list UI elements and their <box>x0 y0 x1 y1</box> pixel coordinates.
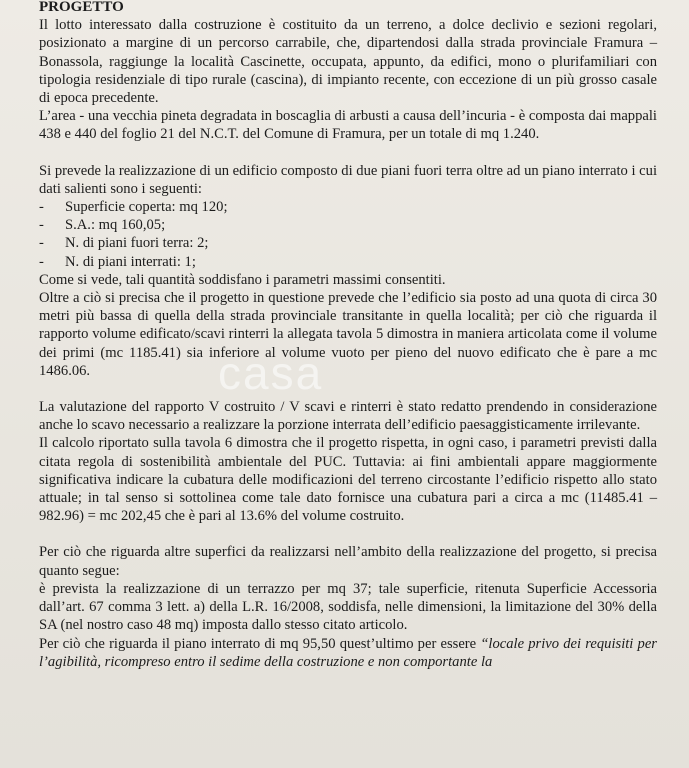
document-body <box>39 0 657 671</box>
paragraph-gap <box>39 380 657 398</box>
paragraph-quota: Oltre a ciò si precisa che il progetto in questione prevede che l’edificio sia posto ad una quota di circa 30 metri più bassa di quella della strada provinciale transitante in quella località; per ciò che riguarda il rapporto volume edificato/scavi rinterri la allegata tavola 5 dimostra in maniera articolata come il volume dei primi (mc 1185.41) sia inferiore al volume vuoto per pieno del nuovo edificato che è pare a mc 1486.06. <box>39 290 657 379</box>
watermark: casa <box>218 347 324 399</box>
paragraph-calcolo: Il calcolo riportato sulla tavola 6 dimostra che il progetto rispetta, in ogni caso, i parametri previsti dalla citata regola di sostenibilità ambientale del PUC. Tuttavia: ai fini ambientali appare maggiormente significativa indicare la cubatura delle modificazioni del terreno circostante l’edificio rispetto allo stato attuale; in tal senso si sottolinea come tale dato fornisce una cubatura pari a circa a mc (11485.41 – 982.96) = mc 202,45 che è pari al 13.6% del volume costruito. <box>39 435 657 525</box>
section-heading: PROGETTO <box>39 0 124 15</box>
paragraph-superfici: Per ciò che riguarda altre superfici da realizzarsi nell’ambito della realizzazione del progetto, si precisa quanto segue: <box>39 544 657 579</box>
paragraph-area: L’area - una vecchia pineta degradata in boscaglia di arbusti a causa dell’incuria - è composta dai mappali 438 e 440 del foglio 21 del N.C.T. del Comune di Framura, per un totale di mq 1.240. <box>39 108 657 143</box>
paragraph-intro-data: Si prevede la realizzazione di un edificio composto di due piani fuori terra oltre ad un piano interrato i cui dati salienti sono i seguenti: <box>39 162 657 197</box>
paragraph-gap <box>39 525 657 543</box>
paragraph-gap <box>39 144 657 162</box>
data-list <box>39 198 657 271</box>
list-item: - N. di piani interrati: 1; <box>39 253 196 270</box>
list-item: - S.A.: mq 160,05; <box>39 217 166 234</box>
paragraph-interrato: Per ciò che riguarda il piano interrato di mq 95,50 quest’ultimo per essere “locale privo dei requisiti per l’agibilità, ricompreso entro il sedime della costruzione e non comportante la <box>39 635 657 670</box>
paragraph-valutazione: La valutazione del rapporto V costruito / V scavi e rinterri è stato redatto prendendo in considerazione anche lo scavo necessario a realizzare la porzione interrata dell’edificio paesaggisticamente irrilevante. <box>39 399 657 434</box>
list-item: - N. di piani fuori terra: 2; <box>39 235 209 252</box>
paragraph-parametri: Come si vede, tali quantità soddisfano i parametri massimi consentiti. <box>39 271 446 288</box>
paragraph-lotto: Il lotto interessato dalla costruzione è costituito da un terreno, a dolce declivio e sezioni regolari, posizionato a margine di un percorso carrabile, che, dipartendosi dalla strada provinciale Framura – Bonassola, raggiunge la località Cascinette, occupata, appunto, da edifici, mono o plurifamiliari con tipologia residenziale di tipo rurale (cascina), di impianto recente, con eccezione di un più grosso casale di epoca precedente. <box>39 17 657 107</box>
paragraph-terrazzo: è prevista la realizzazione di un terrazzo per mq 37; tale superficie, ritenuta Superficie Accessoria dall’art. 67 comma 3 lett. a) della L.R. 16/2008, soddisfa, nelle dimensioni, la limitazione del 30% della SA (nel nostro caso 48 mq) imposta dallo stesso citato articolo. <box>39 580 657 634</box>
list-item: - Superficie coperta: mq 120; <box>39 199 228 216</box>
